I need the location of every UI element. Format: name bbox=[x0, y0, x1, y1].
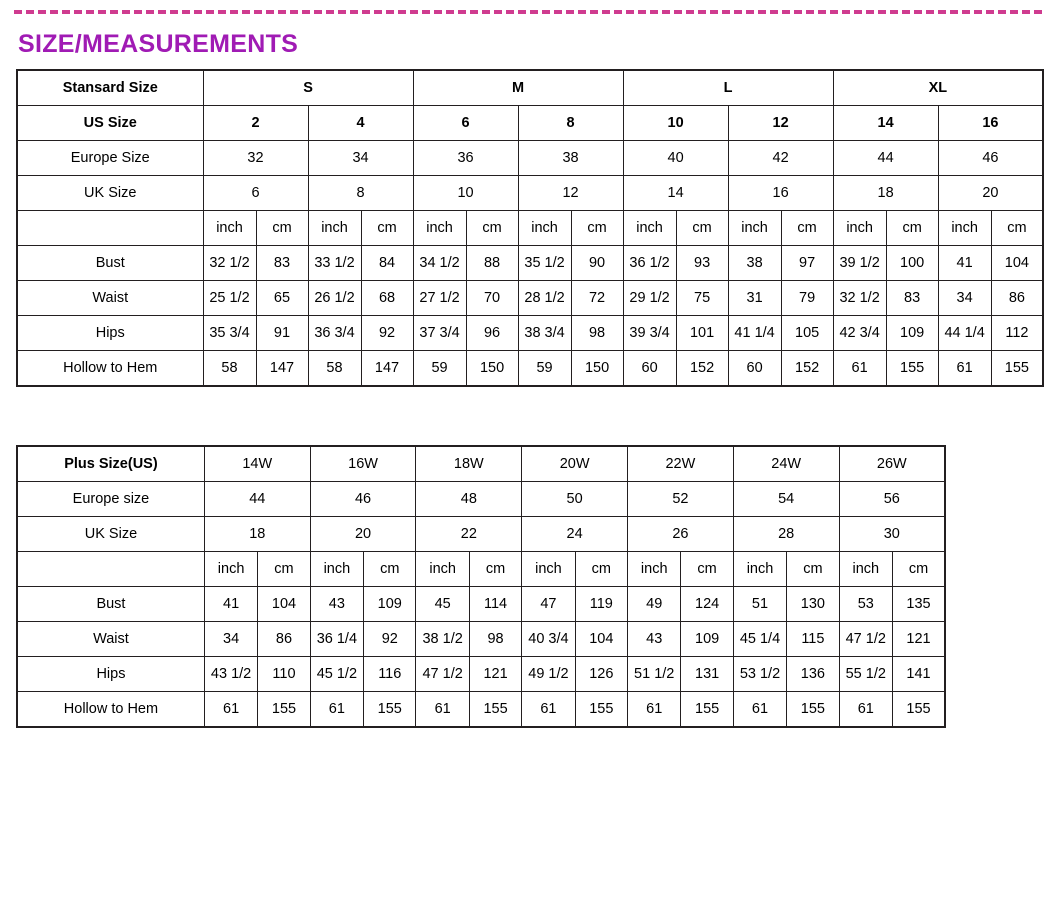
table-cell: XL bbox=[833, 70, 1043, 106]
table-cell: 136 bbox=[787, 657, 839, 692]
table-cell: 152 bbox=[781, 351, 833, 387]
table-cell: 41 1/4 bbox=[728, 316, 781, 351]
table-cell: 91 bbox=[256, 316, 308, 351]
table-cell: 130 bbox=[787, 587, 839, 622]
table-cell: 60 bbox=[623, 351, 676, 387]
table-cell: 2 bbox=[203, 106, 308, 141]
table-row bbox=[17, 176, 1043, 211]
table-cell: 12 bbox=[518, 176, 623, 211]
table-cell: 36 bbox=[413, 141, 518, 176]
table-cell: 42 bbox=[728, 141, 833, 176]
table-cell: cm bbox=[256, 211, 308, 246]
row-header-cell bbox=[17, 211, 203, 246]
table-cell: 59 bbox=[518, 351, 571, 387]
table-cell: 70 bbox=[466, 281, 518, 316]
table-cell: cm bbox=[258, 552, 310, 587]
table-cell: 98 bbox=[469, 622, 521, 657]
table-cell: cm bbox=[361, 211, 413, 246]
table-cell: 43 bbox=[310, 587, 363, 622]
row-header-cell: Bust bbox=[17, 246, 203, 281]
table-cell: 39 1/2 bbox=[833, 246, 886, 281]
table-cell: 45 1/4 bbox=[733, 622, 786, 657]
table-cell: 22W bbox=[628, 446, 734, 482]
table-cell: 14 bbox=[833, 106, 938, 141]
table-row bbox=[17, 106, 1043, 141]
row-header-cell bbox=[17, 552, 204, 587]
table-cell: cm bbox=[676, 211, 728, 246]
plus-size-table bbox=[16, 445, 946, 728]
table-cell: 150 bbox=[466, 351, 518, 387]
table-cell: 38 bbox=[518, 141, 623, 176]
table-cell: 101 bbox=[676, 316, 728, 351]
table-cell: 116 bbox=[364, 657, 416, 692]
table-cell: 109 bbox=[681, 622, 733, 657]
table-cell: cm bbox=[991, 211, 1043, 246]
table-cell: 47 bbox=[522, 587, 575, 622]
page-title: SIZE/MEASUREMENTS bbox=[18, 30, 299, 58]
table-cell: 59 bbox=[413, 351, 466, 387]
table-cell: S bbox=[203, 70, 413, 106]
table-cell: 88 bbox=[466, 246, 518, 281]
table-cell: 49 bbox=[628, 587, 681, 622]
table-cell: 18W bbox=[416, 446, 522, 482]
table-cell: inch bbox=[733, 552, 786, 587]
table-cell: 32 1/2 bbox=[833, 281, 886, 316]
table-cell: 12 bbox=[728, 106, 833, 141]
table-cell: 24W bbox=[733, 446, 839, 482]
table-cell: 150 bbox=[571, 351, 623, 387]
table-row bbox=[17, 211, 1043, 246]
table-cell: cm bbox=[787, 552, 839, 587]
table-cell: 4 bbox=[308, 106, 413, 141]
table-cell: 20 bbox=[938, 176, 1043, 211]
table-cell: 104 bbox=[258, 587, 310, 622]
table-cell: 26 1/2 bbox=[308, 281, 361, 316]
table-cell: 155 bbox=[575, 692, 627, 728]
table-cell: 92 bbox=[361, 316, 413, 351]
table-cell: 38 3/4 bbox=[518, 316, 571, 351]
table-cell: 61 bbox=[522, 692, 575, 728]
table-row bbox=[17, 70, 1043, 106]
table-cell: inch bbox=[416, 552, 469, 587]
table-cell: 28 bbox=[733, 517, 839, 552]
table-row bbox=[17, 446, 945, 482]
table-cell: 58 bbox=[203, 351, 256, 387]
table-cell: 105 bbox=[781, 316, 833, 351]
table-cell: 90 bbox=[571, 246, 623, 281]
table-row bbox=[17, 141, 1043, 176]
table-cell: 52 bbox=[628, 482, 734, 517]
table-cell: 50 bbox=[522, 482, 628, 517]
table-cell: inch bbox=[518, 211, 571, 246]
table-cell: 115 bbox=[787, 622, 839, 657]
table-cell: inch bbox=[938, 211, 991, 246]
table-cell: 6 bbox=[413, 106, 518, 141]
table-cell: 38 1/2 bbox=[416, 622, 469, 657]
table-cell: 126 bbox=[575, 657, 627, 692]
row-header-cell: Waist bbox=[17, 281, 203, 316]
table-cell: cm bbox=[781, 211, 833, 246]
table-cell: 45 bbox=[416, 587, 469, 622]
row-header-cell: Hollow to Hem bbox=[17, 692, 204, 728]
table-cell: 92 bbox=[364, 622, 416, 657]
table-cell: 86 bbox=[258, 622, 310, 657]
table-cell: 51 bbox=[733, 587, 786, 622]
table-cell: 109 bbox=[364, 587, 416, 622]
table-cell: 147 bbox=[256, 351, 308, 387]
table-cell: 44 1/4 bbox=[938, 316, 991, 351]
table-cell: 61 bbox=[310, 692, 363, 728]
table-cell: 155 bbox=[892, 692, 945, 728]
table-cell: 152 bbox=[676, 351, 728, 387]
table-cell: 32 bbox=[203, 141, 308, 176]
table-cell: 33 1/2 bbox=[308, 246, 361, 281]
table-row bbox=[17, 316, 1043, 351]
table-cell: inch bbox=[623, 211, 676, 246]
row-header-cell: Plus Size(US) bbox=[17, 446, 204, 482]
table-cell: 47 1/2 bbox=[839, 622, 892, 657]
table-row bbox=[17, 351, 1043, 387]
decorative-dashed-divider bbox=[14, 10, 1042, 18]
table-row bbox=[17, 246, 1043, 281]
table-row bbox=[17, 622, 945, 657]
table-cell: 86 bbox=[991, 281, 1043, 316]
table-cell: 42 3/4 bbox=[833, 316, 886, 351]
table-cell: 79 bbox=[781, 281, 833, 316]
table-cell: 155 bbox=[886, 351, 938, 387]
table-cell: 14W bbox=[204, 446, 310, 482]
row-header-cell: Stansard Size bbox=[17, 70, 203, 106]
table-cell: 18 bbox=[204, 517, 310, 552]
table-cell: 155 bbox=[469, 692, 521, 728]
table-cell: 14 bbox=[623, 176, 728, 211]
table-cell: inch bbox=[628, 552, 681, 587]
table-cell: 43 1/2 bbox=[204, 657, 257, 692]
table-cell: 61 bbox=[628, 692, 681, 728]
table-cell: 34 bbox=[938, 281, 991, 316]
table-cell: 10 bbox=[413, 176, 518, 211]
row-header-cell: UK Size bbox=[17, 176, 203, 211]
table-cell: 44 bbox=[833, 141, 938, 176]
table-cell: 100 bbox=[886, 246, 938, 281]
row-header-cell: UK Size bbox=[17, 517, 204, 552]
table-cell: 58 bbox=[308, 351, 361, 387]
table-cell: 43 bbox=[628, 622, 681, 657]
row-header-cell: Hollow to Hem bbox=[17, 351, 203, 387]
table-cell: 61 bbox=[839, 692, 892, 728]
table-cell: 141 bbox=[892, 657, 945, 692]
table-cell: 32 1/2 bbox=[203, 246, 256, 281]
table-cell: 10 bbox=[623, 106, 728, 141]
table-cell: 119 bbox=[575, 587, 627, 622]
table-cell: 104 bbox=[991, 246, 1043, 281]
table-cell: 16 bbox=[938, 106, 1043, 141]
table-cell: inch bbox=[833, 211, 886, 246]
table-cell: 16W bbox=[310, 446, 416, 482]
table-row bbox=[17, 657, 945, 692]
table-cell: inch bbox=[204, 552, 257, 587]
table-cell: inch bbox=[310, 552, 363, 587]
table-cell: cm bbox=[466, 211, 518, 246]
table-cell: 61 bbox=[938, 351, 991, 387]
table-cell: cm bbox=[681, 552, 733, 587]
table-row bbox=[17, 482, 945, 517]
table-cell: 40 bbox=[623, 141, 728, 176]
table-cell: 34 bbox=[204, 622, 257, 657]
table-cell: 61 bbox=[204, 692, 257, 728]
table-cell: 47 1/2 bbox=[416, 657, 469, 692]
table-cell: 37 3/4 bbox=[413, 316, 466, 351]
table-cell: 104 bbox=[575, 622, 627, 657]
table-cell: cm bbox=[571, 211, 623, 246]
size-chart-page bbox=[0, 10, 1056, 728]
table-cell: 48 bbox=[416, 482, 522, 517]
table-cell: 61 bbox=[833, 351, 886, 387]
table-cell: 155 bbox=[991, 351, 1043, 387]
table-cell: 51 1/2 bbox=[628, 657, 681, 692]
plus-size-section bbox=[14, 445, 1042, 728]
row-header-cell: Bust bbox=[17, 587, 204, 622]
plus-size-table-body bbox=[17, 446, 945, 727]
table-cell: 49 1/2 bbox=[522, 657, 575, 692]
table-cell: L bbox=[623, 70, 833, 106]
standard-size-table bbox=[16, 69, 1044, 387]
table-cell: 34 1/2 bbox=[413, 246, 466, 281]
standard-size-table-body bbox=[17, 70, 1043, 386]
table-cell: 41 bbox=[204, 587, 257, 622]
table-cell: 98 bbox=[571, 316, 623, 351]
table-cell: 75 bbox=[676, 281, 728, 316]
row-header-cell: Europe size bbox=[17, 482, 204, 517]
table-cell: 28 1/2 bbox=[518, 281, 571, 316]
table-cell: 93 bbox=[676, 246, 728, 281]
row-header-cell: US Size bbox=[17, 106, 203, 141]
table-cell: inch bbox=[839, 552, 892, 587]
table-cell: 44 bbox=[204, 482, 310, 517]
table-cell: 36 1/4 bbox=[310, 622, 363, 657]
table-cell: 25 1/2 bbox=[203, 281, 256, 316]
table-cell: 84 bbox=[361, 246, 413, 281]
table-cell: 61 bbox=[733, 692, 786, 728]
row-header-cell: Hips bbox=[17, 657, 204, 692]
table-cell: 155 bbox=[258, 692, 310, 728]
table-cell: 45 1/2 bbox=[310, 657, 363, 692]
table-cell: 68 bbox=[361, 281, 413, 316]
table-cell: inch bbox=[522, 552, 575, 587]
table-cell: 147 bbox=[361, 351, 413, 387]
table-row bbox=[17, 692, 945, 728]
table-cell: 38 bbox=[728, 246, 781, 281]
table-cell: 24 bbox=[522, 517, 628, 552]
table-cell: 155 bbox=[681, 692, 733, 728]
table-cell: 65 bbox=[256, 281, 308, 316]
table-cell: 109 bbox=[886, 316, 938, 351]
table-cell: 18 bbox=[833, 176, 938, 211]
table-cell: 35 1/2 bbox=[518, 246, 571, 281]
table-cell: 39 3/4 bbox=[623, 316, 676, 351]
table-cell: 30 bbox=[839, 517, 945, 552]
table-cell: 29 1/2 bbox=[623, 281, 676, 316]
table-cell: 41 bbox=[938, 246, 991, 281]
table-cell: 135 bbox=[892, 587, 945, 622]
table-cell: M bbox=[413, 70, 623, 106]
table-cell: 36 3/4 bbox=[308, 316, 361, 351]
table-cell: 55 1/2 bbox=[839, 657, 892, 692]
row-header-cell: Waist bbox=[17, 622, 204, 657]
table-cell: 60 bbox=[728, 351, 781, 387]
table-cell: inch bbox=[308, 211, 361, 246]
table-cell: 121 bbox=[892, 622, 945, 657]
table-cell: 61 bbox=[416, 692, 469, 728]
table-cell: 131 bbox=[681, 657, 733, 692]
row-header-cell: Hips bbox=[17, 316, 203, 351]
table-cell: 6 bbox=[203, 176, 308, 211]
table-row bbox=[17, 281, 1043, 316]
table-cell: 112 bbox=[991, 316, 1043, 351]
table-cell: 96 bbox=[466, 316, 518, 351]
table-cell: 53 1/2 bbox=[733, 657, 786, 692]
table-cell: 54 bbox=[733, 482, 839, 517]
table-cell: 16 bbox=[728, 176, 833, 211]
table-cell: 35 3/4 bbox=[203, 316, 256, 351]
table-cell: 56 bbox=[839, 482, 945, 517]
table-cell: 8 bbox=[518, 106, 623, 141]
table-cell: 72 bbox=[571, 281, 623, 316]
table-cell: 8 bbox=[308, 176, 413, 211]
table-cell: cm bbox=[575, 552, 627, 587]
table-cell: cm bbox=[892, 552, 945, 587]
table-row bbox=[17, 552, 945, 587]
table-cell: 22 bbox=[416, 517, 522, 552]
table-cell: 53 bbox=[839, 587, 892, 622]
table-row bbox=[17, 517, 945, 552]
table-cell: 40 3/4 bbox=[522, 622, 575, 657]
table-cell: 121 bbox=[469, 657, 521, 692]
table-cell: 34 bbox=[308, 141, 413, 176]
table-cell: 27 1/2 bbox=[413, 281, 466, 316]
table-cell: 110 bbox=[258, 657, 310, 692]
table-cell: 155 bbox=[364, 692, 416, 728]
table-cell: 124 bbox=[681, 587, 733, 622]
table-cell: 20W bbox=[522, 446, 628, 482]
table-cell: cm bbox=[364, 552, 416, 587]
table-cell: 20 bbox=[310, 517, 416, 552]
table-cell: inch bbox=[203, 211, 256, 246]
table-cell: 26W bbox=[839, 446, 945, 482]
table-cell: 83 bbox=[886, 281, 938, 316]
table-cell: cm bbox=[886, 211, 938, 246]
table-cell: inch bbox=[413, 211, 466, 246]
table-cell: 83 bbox=[256, 246, 308, 281]
table-cell: 46 bbox=[310, 482, 416, 517]
table-cell: 31 bbox=[728, 281, 781, 316]
table-row bbox=[17, 587, 945, 622]
table-cell: 155 bbox=[787, 692, 839, 728]
table-cell: inch bbox=[728, 211, 781, 246]
table-cell: 97 bbox=[781, 246, 833, 281]
row-header-cell: Europe Size bbox=[17, 141, 203, 176]
table-cell: 36 1/2 bbox=[623, 246, 676, 281]
table-cell: 114 bbox=[469, 587, 521, 622]
table-cell: 26 bbox=[628, 517, 734, 552]
table-cell: cm bbox=[469, 552, 521, 587]
table-cell: 46 bbox=[938, 141, 1043, 176]
